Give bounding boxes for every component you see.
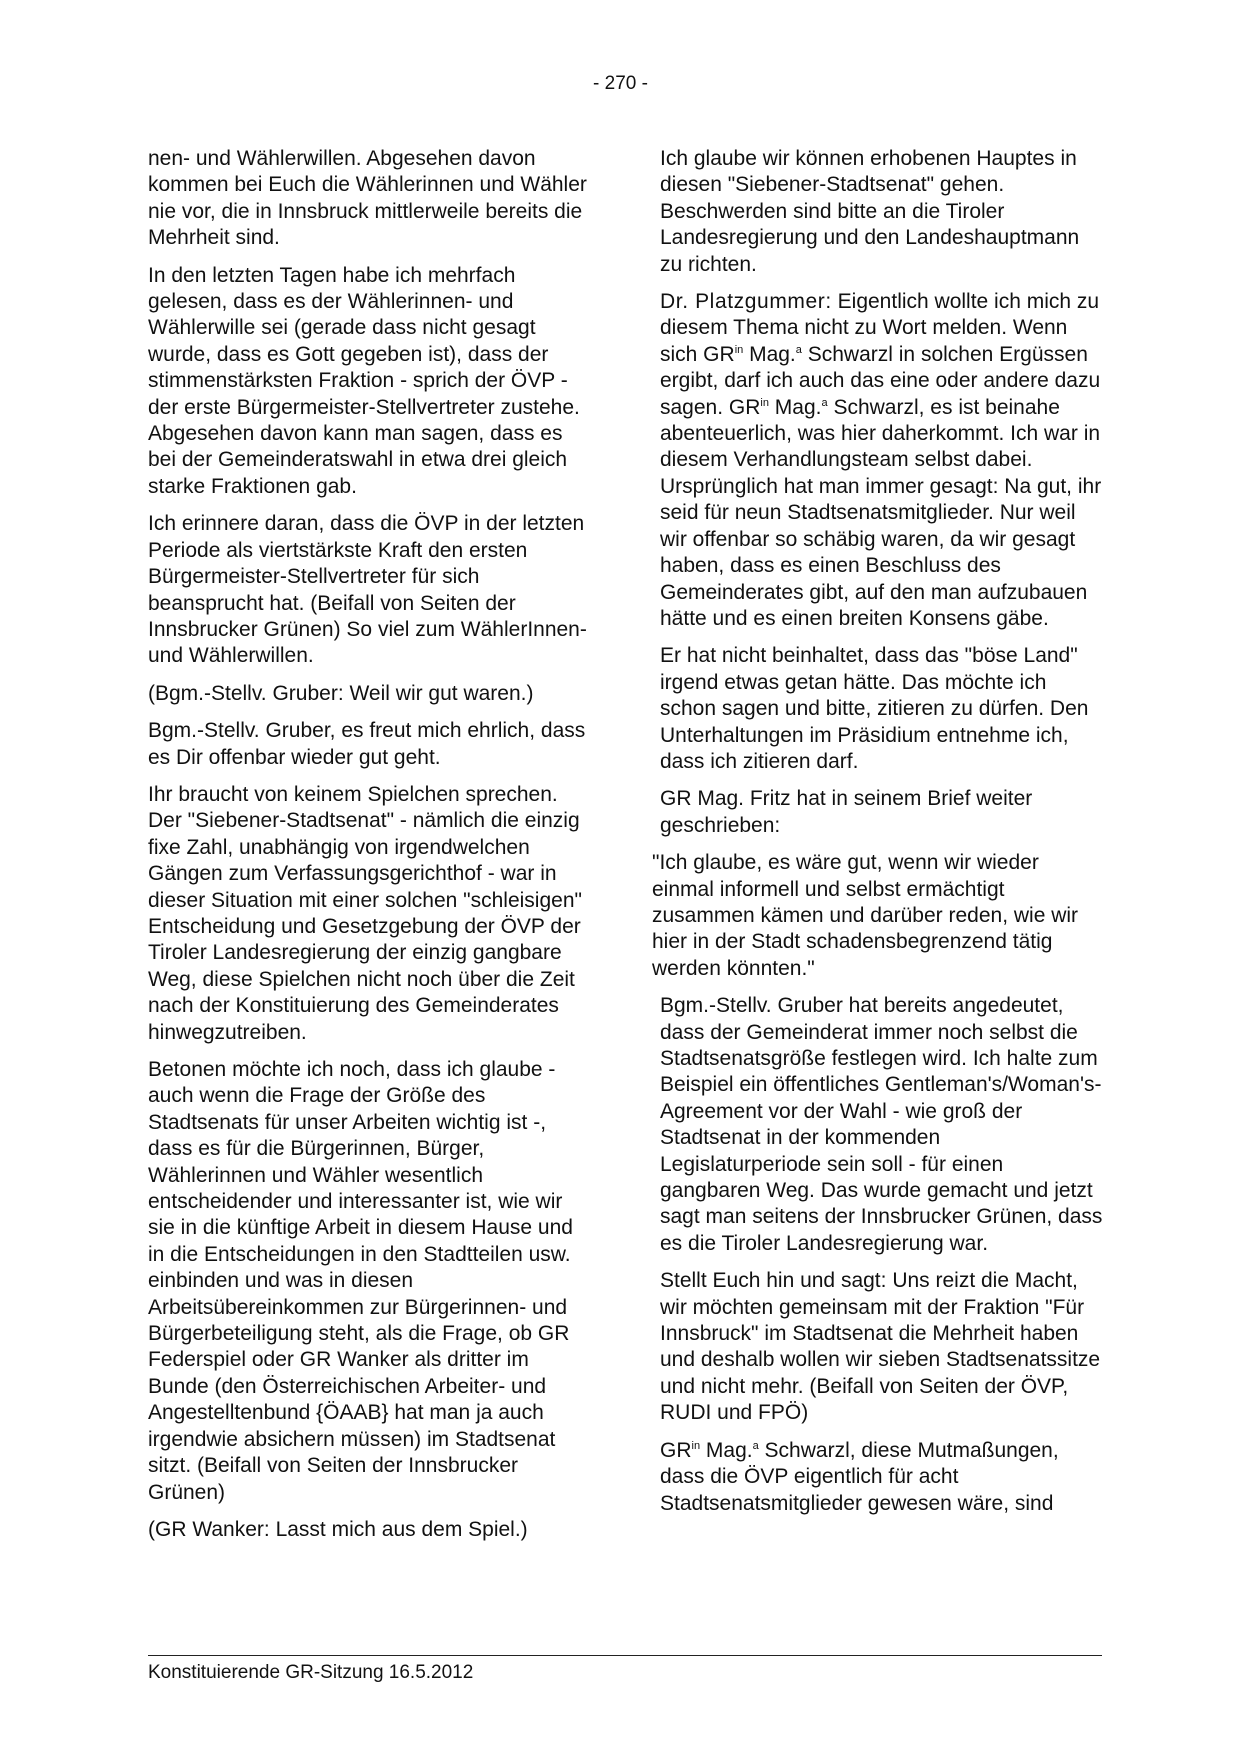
superscript: in (691, 1439, 701, 1452)
quotation: "Ich glaube, es wäre gut, wenn wir wieder einmal informell und selbst ermächtigt zusammen kämen und darüber reden, wie wir hier in der Stadt schadensbegrenzend tätig werden könnten." (652, 851, 1079, 980)
paragraph (660, 1438, 1103, 1517)
left-column (148, 146, 588, 1554)
page-number: - 270 - (593, 73, 648, 94)
paragraph: In den letzten Tagen habe ich mehrfach gelesen, dass es der Wählerinnen- und Wählerwille sei (gerade dass nicht gesagt wurde, dass es Gott gegeben ist), dass der stimmenstärksten Fraktion - sprich der ÖVP - der erste Bürgermeister-Stellvertreter zustehe. Abgesehen davon kann man sagen, dass es bei der Gemeinderatswahl in etwa drei gleich starke Fraktionen gab. (148, 263, 580, 498)
paragraph: Stellt Euch hin und sagt: Uns reizt die Macht, wir möchten gemeinsam mit der Fraktion "Für Innsbruck" im Stadtsenat die Mehrheit haben und deshalb wollen wir sieben Stadtsenatssitze und nicht mehr. (Beifall von Seiten der ÖVP, RUDI und FPÖ) (660, 1269, 1101, 1425)
interjection: (GR Wanker: Lasst mich aus dem Spiel.) (148, 1517, 528, 1541)
paragraph: Bgm.-Stellv. Gruber, es freut mich ehrlich, dass es Dir offenbar wieder gut geht. (148, 719, 586, 769)
paragraph: Ich glaube wir können erhobenen Hauptes in diesen "Siebener-Stadtsenat" gehen. Beschwerden sind bitte an die Tiroler Landesregierung und den Landeshauptmann zu richten. (660, 147, 1080, 276)
speech-paragraph (660, 289, 1103, 632)
right-column (652, 146, 1103, 1528)
text-run: Eigentlich wollte ich mich zu diesem Thema nicht zu Wort melden. Wenn sich GR (660, 290, 1100, 366)
text-run: Schwarzl, diese Mutmaßungen, dass die ÖVP eigentlich für acht Stadtsenatsmitglieder gewesen wäre, sind (660, 1438, 1059, 1515)
paragraph: Betonen möchte ich noch, dass ich glaube - auch wenn die Frage der Größe des Stadtsenats für unser Arbeiten wichtig ist -, dass es für die Bürgerinnen, Bürger, Wählerinnen und Wähler wesentlich entscheidender und interessanter ist, wie wir sie in die künftige Arbeit in diesem Hause und in die Entscheidungen in den Stadtteilen usw. einbinden und was in diesen Arbeitsübereinkommen zur Bürgerinnen- und Bürgerbeteiligung steht, als die Frage, ob GR Federspiel oder GR Wanker als dritter im Bunde (den Österreichischen Arbeiter- und Angestelltenbund {ÖAAB} hat man ja auch irgendwie absichern müssen) im Stadtsenat sitzt. (Beifall von Seiten der Innsbrucker Grünen) (148, 1058, 573, 1504)
footer-divider (148, 1655, 1102, 1656)
text-run: Schwarzl, es ist beinahe abenteuerlich, was hier daherkommt. Ich war in diesem Verhandlungsteam selbst dabei. Ursprünglich hat man immer gesagt: Na gut, ihr seid für neun Stadtsenatsmitglieder. Nur weil wir offenbar so schäbig waren, da wir gesagt haben, dass es einen Beschluss des Gemeinderates gibt, auf den man aufzubauen hätte und es einen breiten Konsens gäbe. (660, 395, 1102, 630)
paragraph: Ich erinnere daran, dass die ÖVP in der letzten Periode als viertstärkste Kraft den ersten Bürgermeister-Stellvertreter für sich beansprucht hat. (Beifall von Seiten der Innsbrucker Grünen) So viel zum WählerInnen- und Wählerwillen. (148, 512, 587, 668)
superscript: a (752, 1439, 759, 1452)
superscript: a (821, 396, 828, 409)
paragraph: Bgm.-Stellv. Gruber hat bereits angedeutet, dass der Gemeinderat immer noch selbst die Stadtsenatsgröße festlegen wird. Ich halte zum Beispiel ein öffentliches Gentleman's/Woman's-Agreement vor der Wahl - wie groß der Stadtsenat in der kommenden Legislaturperiode sein soll - für einen gangbaren Weg. Das wurde gemacht und jetzt sagt man seitens der Innsbrucker Grünen, dass es die Tiroler Landesregierung war. (660, 994, 1103, 1255)
text-run: Mag. (700, 1438, 753, 1462)
text-run: Mag. (768, 395, 822, 419)
text-run: Mag. (743, 342, 796, 366)
paragraph: Ihr braucht von keinem Spielchen sprechen. Der "Siebener-Stadtsenat" - nämlich die einzig fixe Zahl, unabhängig von irgendwelchen Gängen zum Verfassungsgerichthof - war in dieser Situation mit einer solchen "schleisigen" Entscheidung und Gesetzgebung der ÖVP der Tiroler Landesregierung der einzig gangbare Weg, diese Spielchen nicht noch über die Zeit nach der Konstituierung des Gemeinderates hinwegzutreiben. (148, 782, 582, 1044)
paragraph: Er hat nicht beinhaltet, dass das "böse Land" irgend etwas getan hätte. Das möchte ich schon sagen und bitte, zitieren zu dürfen. Den Unterhaltungen im Präsidium entnehme ich, dass ich zitieren darf. (660, 644, 1089, 773)
paragraph: GR Mag. Fritz hat in seinem Brief weiter geschrieben: (660, 787, 1033, 837)
text-run: Schwarzl in solchen Ergüssen ergibt, darf ich auch das eine oder andere dazu sagen. GR (660, 342, 1101, 419)
footer-text: Konstituierende GR-Sitzung 16.5.2012 (148, 1662, 474, 1683)
speaker-name: Dr. Platzgummer: (660, 290, 832, 314)
text-run: GR (660, 1438, 692, 1462)
superscript: in (760, 396, 769, 409)
superscript: a (795, 343, 802, 356)
superscript: in (734, 343, 744, 356)
interjection: (Bgm.-Stellv. Gruber: Weil wir gut waren.) (148, 681, 534, 705)
paragraph: nen- und Wählerwillen. Abgesehen davon kommen bei Euch die Wählerinnen und Wähler nie vor, die in Innsbruck mittlerweile bereits die Mehrheit sind. (148, 147, 587, 250)
